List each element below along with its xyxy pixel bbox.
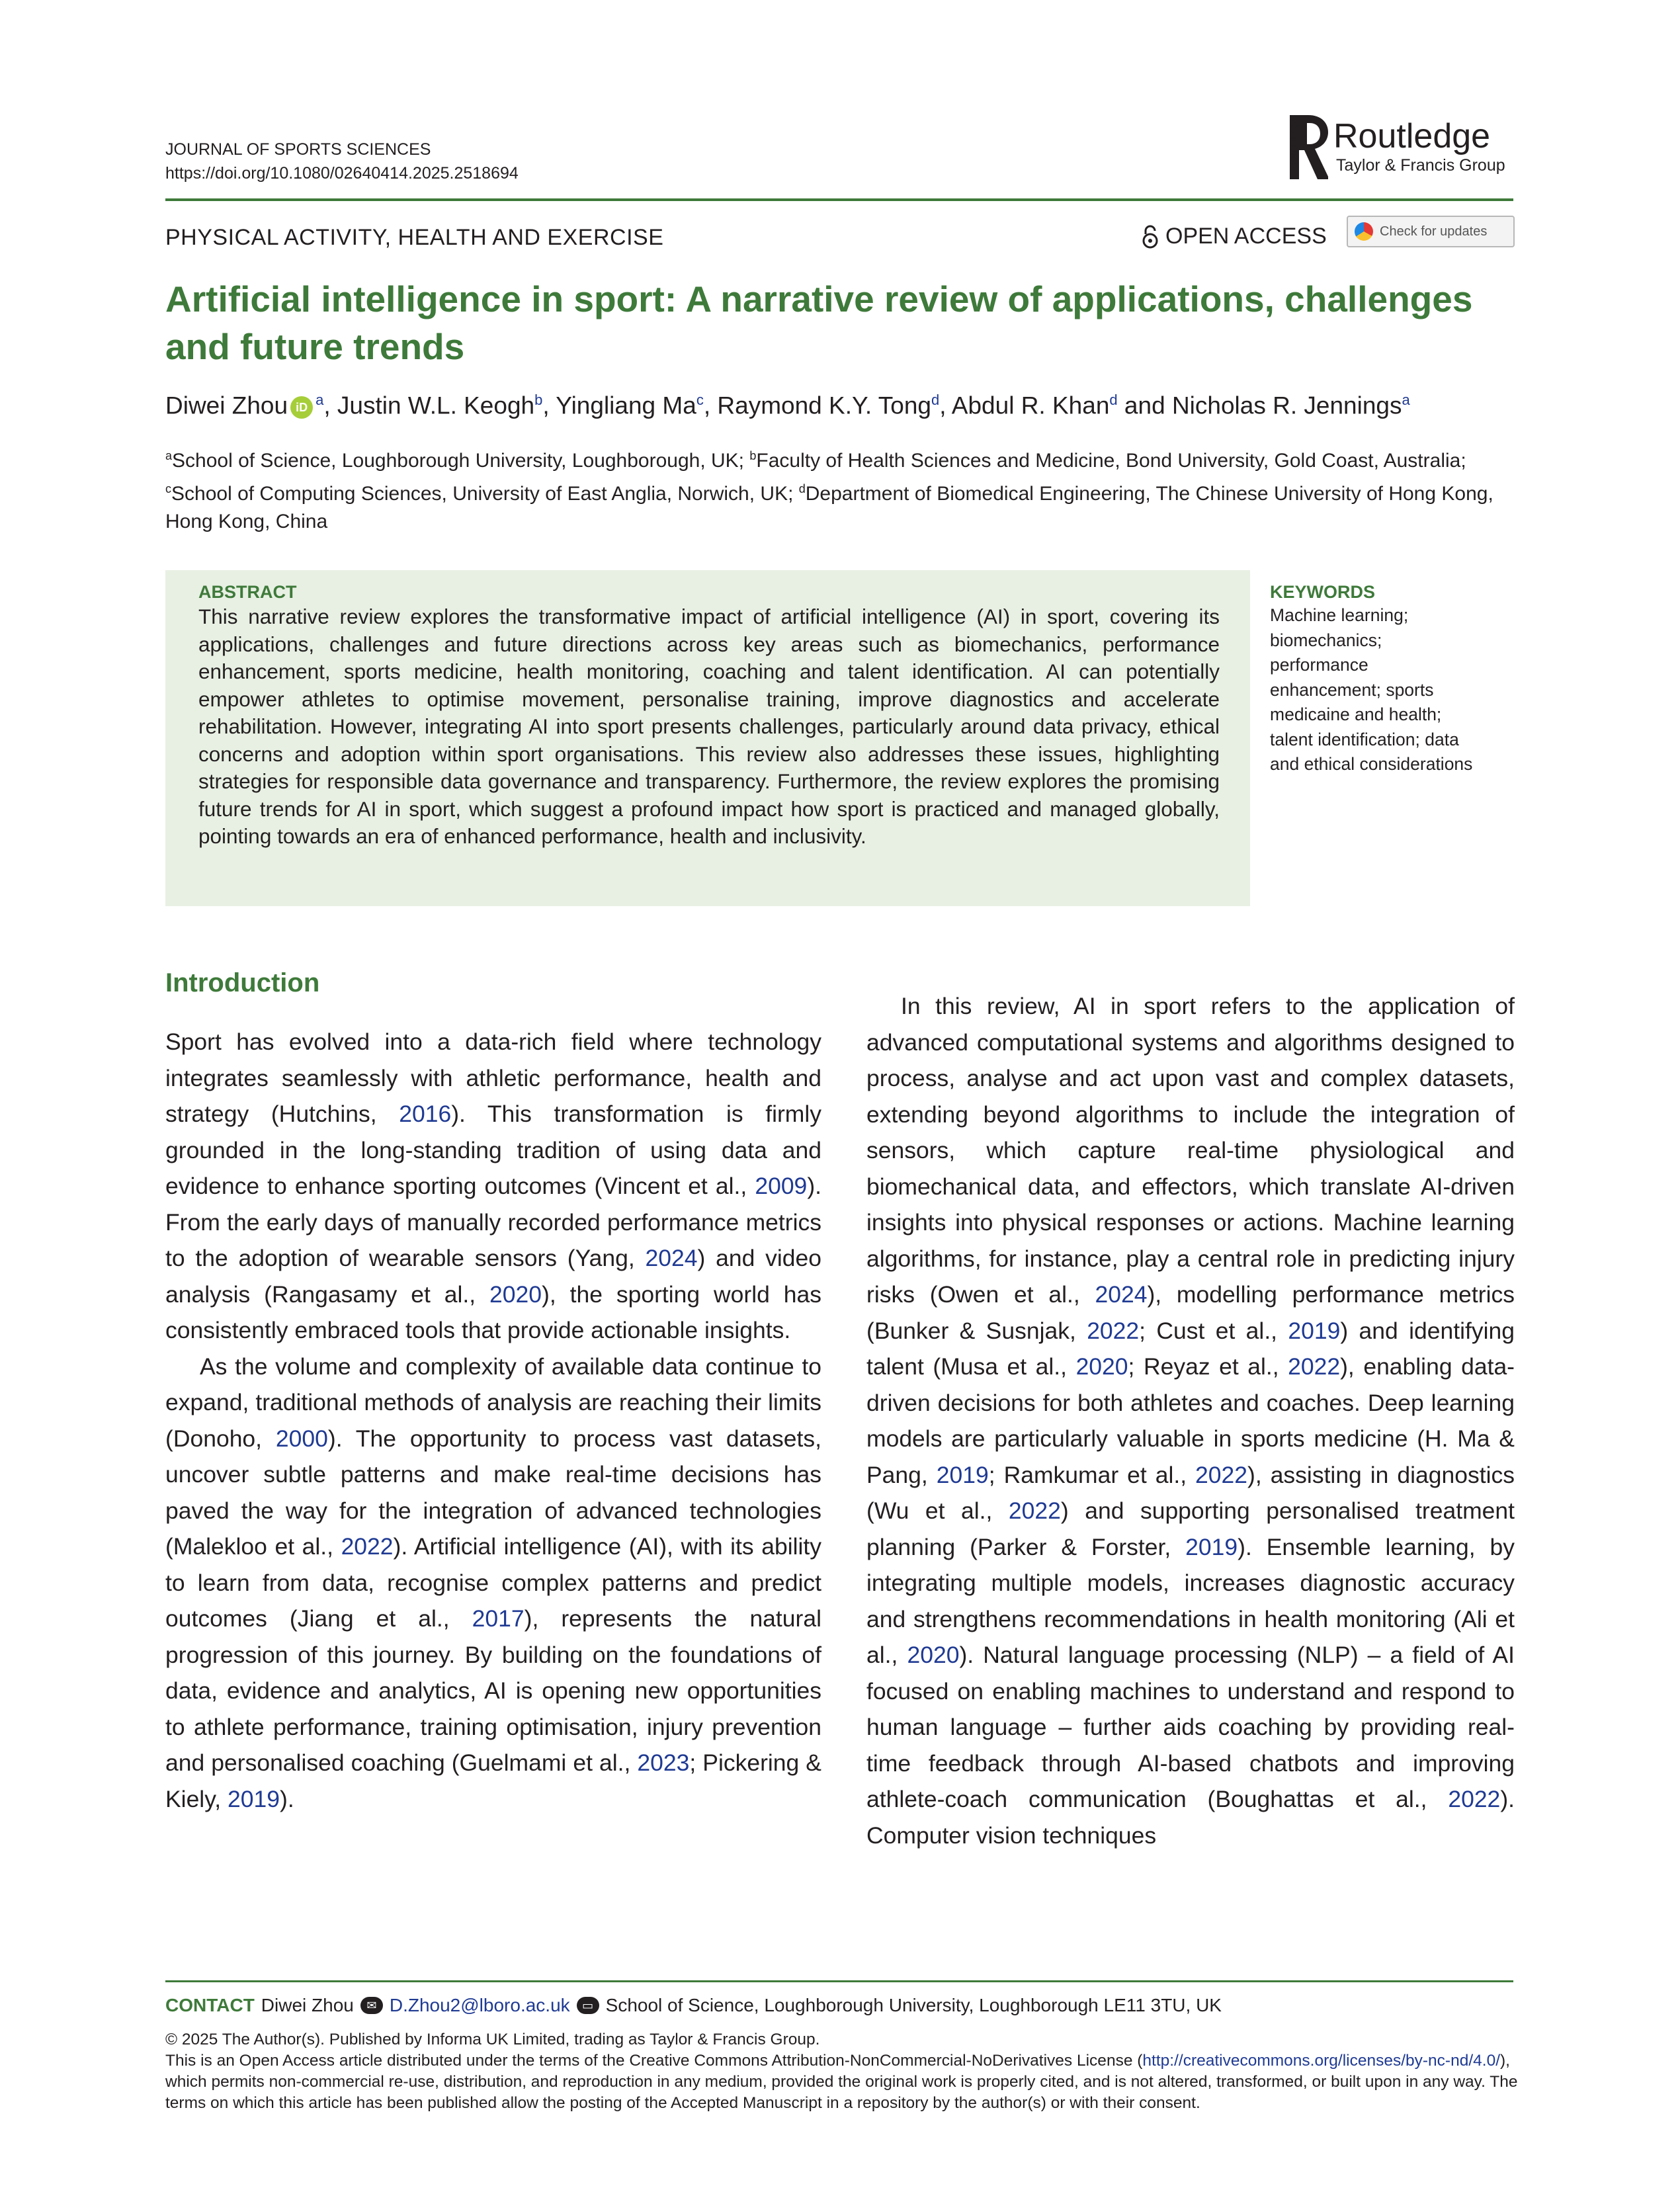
citation-link[interactable]: 2022 (1448, 1786, 1501, 1812)
affil-text: Faculty of Health Sciences and Medicine, Bond University, Gold Coast, Australia; (756, 450, 1466, 472)
author-name[interactable]: Raymond K.Y. Tong (717, 392, 932, 419)
routledge-vertical-mark: ROUTLEDGE (1289, 118, 1298, 168)
footer-notes (165, 2029, 1521, 2114)
contact-label: CONTACT (165, 1995, 255, 2015)
author-affil-mark: c (696, 392, 704, 408)
affil-text: School of Science, Loughborough University, Loughborough, UK; (172, 450, 750, 472)
paragraph: Sport has evolved into a data-rich field where technology integrates seamlessly with athletic performance, health and strategy (Hutchins, 2016). This transformation is firmly grounded in the long-standing tradition of using data and evidence to enhance sporting outcomes (Vincent et al., 2009). From the early days of manually recorded performance metrics to the adoption of wearable sensors (Yang, 2024) and video analysis (Rangasamy et al., 2020), the sporting world has consistently embraced tools that provide actionable insights. (165, 1029, 821, 1343)
routledge-r-icon (1275, 111, 1328, 184)
author-affil-mark: a (1402, 392, 1410, 408)
publisher-brand: Routledge (1333, 117, 1491, 155)
check-updates-button[interactable] (1347, 216, 1515, 247)
citation-link[interactable]: 2022 (1288, 1353, 1341, 1380)
open-access-badge (1142, 224, 1327, 249)
author-list: Diwei Zhou iD $^a$, Justin W.L. Keogh$^b$, Yingliang Ma$^c$, Raymond K.Y. Tong$^d$, Abdul R. Khan$^d$ and Nicholas R. Jennings$^a$ (165, 392, 1410, 419)
abstract-heading: ABSTRACT (198, 582, 297, 602)
keywords-heading: KEYWORDS (1270, 582, 1376, 602)
citation-link[interactable]: 2016 (399, 1101, 452, 1127)
citation-link[interactable]: 2019 (228, 1785, 280, 1812)
citation-link[interactable]: 2024 (645, 1245, 698, 1271)
citation-link[interactable]: 2022 (1087, 1317, 1140, 1344)
introduction-heading: Introduction (165, 968, 320, 997)
citation-link[interactable]: 2020 (907, 1642, 960, 1668)
citation-link[interactable]: 2022 (341, 1533, 394, 1560)
citation-link[interactable]: 2022 (1195, 1461, 1248, 1488)
abstract-text: This narrative review explores the transformative impact of artificial intelligence (AI) in sport, covering its applications, challenges and future directions across key areas such as biomechanics, performance enhancement, sports medicine, health monitoring, coaching and talent identification. AI can potentially empower athletes to optimise movement, personalise training, improve diagnostics and accelerate rehabilitation. However, integrating AI into sport presents challenges, particularly around data privacy, ethical concerns and adoption within sport organisations. This review also addresses these issues, highlighting strategies for responsible data governance and transparency. Furthermore, the review explores the promising future trends for AI in sport, which suggest a profound impact how sport is practiced and managed globally, pointing towards an era of enhanced performance, health and inclusivity. (198, 605, 1220, 848)
paragraph: As the volume and complexity of available data continue to expand, traditional methods of analysis are reaching their limits (Donoho, 2000). The opportunity to process vast datasets, uncover subtle patterns and make real-time decisions has paved the way for the integration of advanced technologies (Malekloo et al., 2022). Artificial intelligence (AI), with its ability to learn from data, recognise complex patterns and predict outcomes (Jiang et al., 2017), represents the natural progression of this journey. By building on the foundations of data, evidence and analytics, AI is opening new opportunities to athlete performance, training optimisation, injury prevention and personalised coaching (Guelmami et al., 2023; Pickering & Kiely, 2019). (165, 1353, 821, 1812)
journal-name: JOURNAL OF SPORTS SCIENCES (165, 140, 431, 159)
email-icon: ✉ (360, 1997, 383, 2014)
footer-rule (165, 1980, 1513, 1982)
affil-text: School of Computing Sciences, University of East Anglia, Norwich, UK; (171, 483, 799, 505)
license-pre: This is an Open Access article distributed under the terms of the Creative Commons Attribution-NonCommercial-NoDerivatives License ( (165, 2052, 1143, 2070)
crossmark-icon (1355, 222, 1373, 241)
contact-email[interactable]: D.Zhou2@lboro.ac.uk (389, 1995, 570, 2015)
orcid-icon[interactable]: iD (290, 396, 313, 419)
citation-link[interactable]: 2019 (1185, 1533, 1238, 1560)
keywords-text: Machine learning; biomechanics; performance enhancement; sports medicaine and health; talent identification; data and ethical considerations (1270, 605, 1473, 774)
publisher-logo[interactable] (1275, 111, 1520, 184)
author-name[interactable]: Yingliang Ma (556, 392, 696, 419)
citation-link[interactable]: 2017 (472, 1605, 525, 1632)
author-name[interactable]: Nicholas R. Jennings (1171, 392, 1402, 419)
right-column (866, 988, 1515, 1853)
citation-link[interactable]: 2019 (936, 1461, 989, 1488)
citation-link[interactable]: 2024 (1095, 1281, 1148, 1308)
author-name[interactable]: Diwei Zhou (165, 392, 288, 419)
license-link[interactable]: http://creativecommons.org/licenses/by-nc-nd/4.0/ (1142, 2052, 1501, 2070)
header-rule (165, 198, 1513, 201)
license-post: ), which permits non-commercial re-use, distribution, and reproduction in any medium, provided the original work is properly cited, and is not altered, transformed, or built upon in any way. The terms on which this article has been published allow the posting of the Accepted Manuscript in a repository by the author(s) or with their consent. (165, 2052, 1518, 2112)
citation-link[interactable]: 2023 (637, 1749, 690, 1776)
publisher-subbrand: Taylor & Francis Group (1336, 156, 1505, 175)
author-affil-mark: b (534, 392, 543, 408)
author-name[interactable]: Justin W.L. Keogh (337, 392, 535, 419)
citation-link[interactable]: 2019 (1288, 1317, 1341, 1344)
affil-mark: c (165, 482, 171, 495)
article-title: Artificial intelligence in sport: A narrative review of applications, challenges and future trends (165, 278, 1473, 367)
section-label: PHYSICAL ACTIVITY, HEALTH AND EXERCISE (165, 225, 664, 250)
address-icon: ▭ (577, 1997, 599, 2014)
copyright-line: © 2025 The Author(s). Published by Informa UK Limited, trading as Taylor & Francis Group. (165, 2031, 820, 2048)
author-affil-mark: d (931, 392, 940, 408)
affil-mark: d (798, 482, 806, 495)
citation-link[interactable]: 2000 (275, 1425, 328, 1452)
author-name[interactable]: Abdul R. Khan (951, 392, 1110, 419)
open-lock-icon (1142, 225, 1159, 249)
citation-link[interactable]: 2009 (755, 1173, 808, 1199)
affil-text: Department of Biomedical Engineering, The Chinese University of Hong Kong, Hong Kong, China (165, 483, 1493, 532)
check-updates-label: Check for updates (1380, 224, 1488, 239)
contact-name: Diwei Zhou (261, 1995, 354, 2015)
citation-link[interactable]: 2020 (1075, 1353, 1128, 1380)
open-access-label: OPEN ACCESS (1165, 224, 1327, 249)
author-affil-mark: d (1109, 392, 1118, 408)
paragraph: In this review, AI in sport refers to the application of advanced computational systems and algorithms designed to process, analyse and act upon vast and complex datasets, extending beyond algorithms to include the integration of sensors, which capture real-time physiological and biomechanical data, and effectors, which translate AI-driven insights into physical responses or actions. Machine learning algorithms, for instance, play a central role in predicting injury risks (Owen et al., 2024), modelling performance metrics (Bunker & Susnjak, 2022; Cust et al., 2019) and identifying talent (Musa et al., 2020; Reyaz et al., 2022), enabling data-driven decisions for both athletes and coaches. Deep learning models are particularly valuable in sports medicine (H. Ma & Pang, 2019; Ramkumar et al., 2022), assisting in diagnostics (Wu et al., 2022) and supporting personalised treatment planning (Parker & Forster, 2019). Ensemble learning, by integrating multiple models, increases diagnostic accuracy and strengthens recommendations in health monitoring (Ali et al., 2020). Natural language processing (NLP) – a field of AI focused on enabling machines to understand and respond to human language – further aids coaching by providing real-time feedback through AI-based chatbots and improving athlete-coach communication (Boughattas et al., 2022). Computer vision techniques (866, 993, 1515, 1849)
citation-link[interactable]: 2020 (489, 1281, 542, 1308)
affiliations (165, 442, 1528, 536)
affil-mark: a (165, 449, 173, 462)
affil-mark: b (749, 449, 757, 462)
journal-header (165, 138, 519, 185)
left-column (165, 1024, 821, 1817)
citation-link[interactable]: 2022 (1008, 1497, 1061, 1524)
author-affil-mark: a (315, 392, 324, 408)
license-text (165, 2050, 1521, 2114)
journal-doi[interactable]: https://doi.org/10.1080/02640414.2025.2518694 (165, 164, 519, 183)
contact-line (165, 1992, 1222, 2019)
contact-address: School of Science, Loughborough University, Loughborough LE11 3TU, UK (605, 1995, 1222, 2015)
